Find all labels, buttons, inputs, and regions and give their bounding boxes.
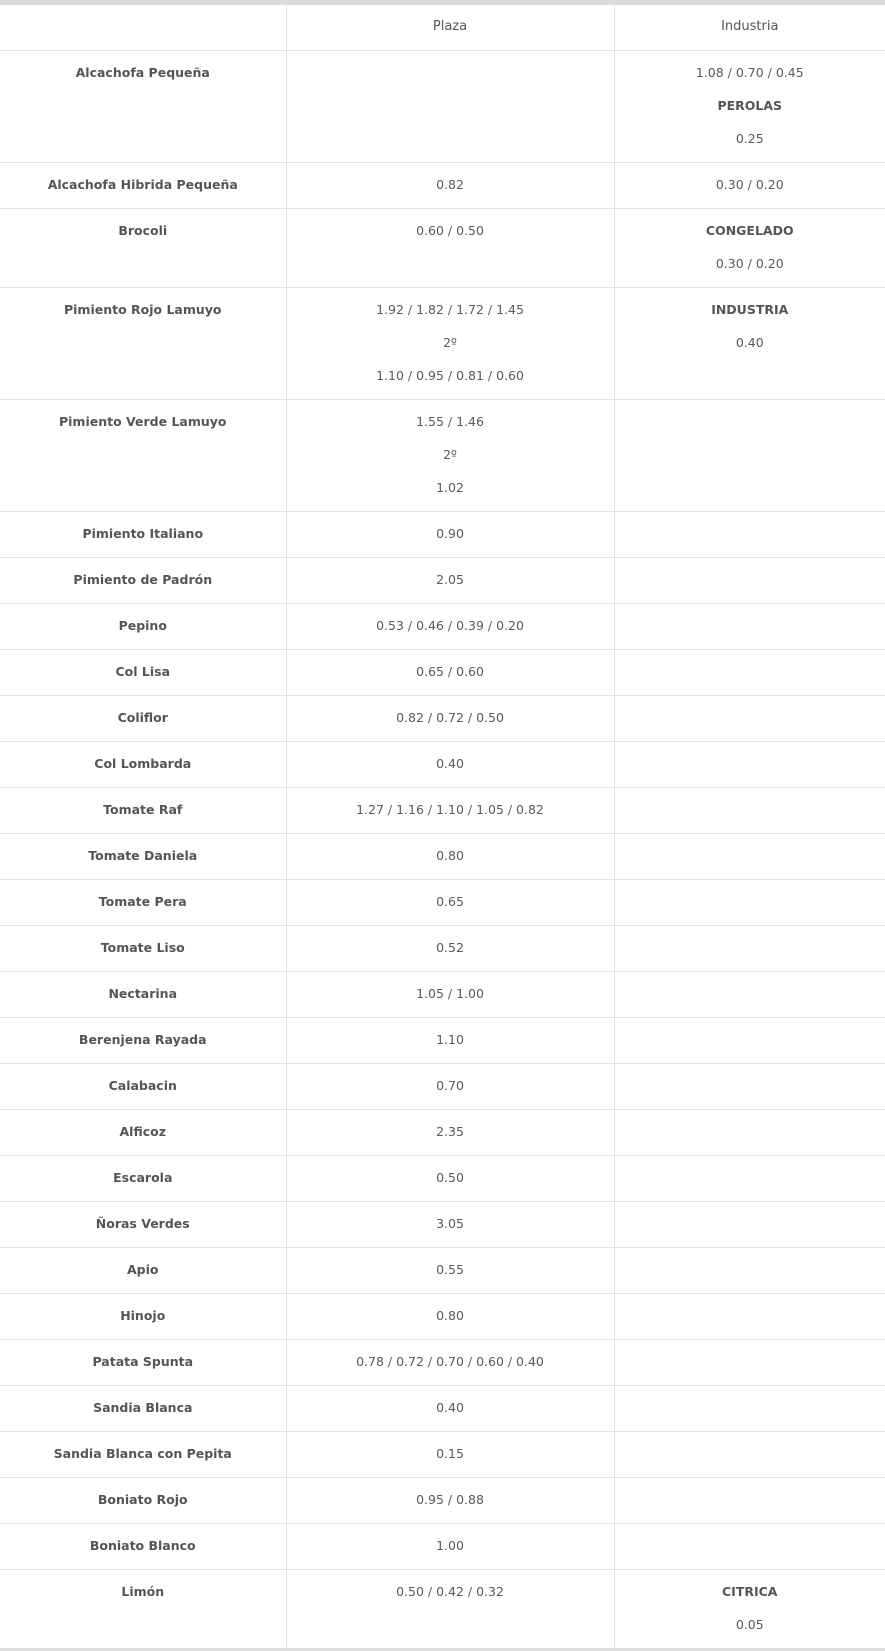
table-row: [0, 51, 885, 163]
product-name: Tomate Pera: [0, 880, 286, 926]
industria-cell: [614, 972, 885, 1018]
plaza-cell: [286, 1570, 614, 1649]
industria-category-label: CONGELADO: [705, 223, 794, 238]
table-row: [0, 1248, 885, 1294]
plaza-price-value: 2.35: [436, 1124, 464, 1139]
plaza-cell: [286, 834, 614, 880]
plaza-price-value: 1.02: [436, 480, 464, 495]
industria-cell: [614, 926, 885, 972]
plaza-price-value: 0.82 / 0.72 / 0.50: [396, 710, 504, 725]
industria-price-value: 1.08 / 0.70 / 0.45: [695, 65, 804, 80]
table-row: [0, 834, 885, 880]
industria-cell: [614, 1478, 885, 1524]
plaza-price-value: 0.70: [436, 1078, 464, 1093]
industria-price-value: 0.25: [735, 131, 764, 146]
table-row: [0, 1478, 885, 1524]
plaza-price-value: 0.80: [436, 848, 464, 863]
plaza-price-value: 1.10 / 0.95 / 0.81 / 0.60: [376, 368, 524, 383]
industria-category-label: PEROLAS: [717, 98, 783, 113]
plaza-price-value: 1.10: [436, 1032, 464, 1047]
header-row: [0, 5, 885, 51]
plaza-cell: [286, 558, 614, 604]
plaza-price-value: 0.65 / 0.60: [416, 664, 484, 679]
product-name: Sandia Blanca: [0, 1386, 286, 1432]
plaza-price-value: 1.92 / 1.82 / 1.72 / 1.45: [376, 302, 524, 317]
header-industria: Industria: [614, 5, 885, 51]
plaza-cell: [286, 1524, 614, 1570]
plaza-price-value: 0.55: [436, 1262, 464, 1277]
table-row: [0, 1110, 885, 1156]
industria-cell: [614, 288, 885, 400]
plaza-cell: [286, 880, 614, 926]
industria-price-value: 0.40: [735, 335, 764, 350]
industria-cell: [614, 696, 885, 742]
plaza-cell: [286, 209, 614, 288]
industria-cell: [614, 1110, 885, 1156]
product-name: Pimiento Rojo Lamuyo: [0, 288, 286, 400]
industria-price-value: 0.30 / 0.20: [715, 177, 784, 192]
plaza-price-value: 0.15: [436, 1446, 464, 1461]
product-name: Apio: [0, 1248, 286, 1294]
industria-cell: [614, 163, 885, 209]
product-name: Tomate Daniela: [0, 834, 286, 880]
plaza-price-value: 2º: [443, 447, 457, 462]
product-name: Boniato Rojo: [0, 1478, 286, 1524]
plaza-cell: [286, 972, 614, 1018]
product-name: Pimiento Italiano: [0, 512, 286, 558]
plaza-cell: [286, 1156, 614, 1202]
plaza-price-value: 0.60 / 0.50: [416, 223, 484, 238]
plaza-cell: [286, 288, 614, 400]
industria-cell: [614, 1018, 885, 1064]
industria-cell: [614, 1248, 885, 1294]
industria-cell: [614, 512, 885, 558]
plaza-cell: [286, 696, 614, 742]
table-row: [0, 1340, 885, 1386]
industria-cell: [614, 1202, 885, 1248]
industria-cell: [614, 1294, 885, 1340]
plaza-price-value: 0.80: [436, 1308, 464, 1323]
plaza-cell: [286, 1202, 614, 1248]
industria-cell: [614, 400, 885, 512]
product-name: Boniato Blanco: [0, 1524, 286, 1570]
industria-cell: [614, 1156, 885, 1202]
table-header: [0, 5, 885, 51]
plaza-price-value: 1.05 / 1.00: [416, 986, 484, 1001]
plaza-price-value: 1.00: [436, 1538, 464, 1553]
price-table: [0, 5, 885, 1649]
plaza-price-value: 2º: [443, 335, 457, 350]
plaza-price-value: 0.95 / 0.88: [416, 1492, 484, 1507]
table-row: [0, 1386, 885, 1432]
plaza-cell: [286, 1432, 614, 1478]
table-row: [0, 1432, 885, 1478]
header-product: [0, 5, 286, 51]
table-body: [0, 51, 885, 1649]
plaza-cell: [286, 512, 614, 558]
table-row: [0, 400, 885, 512]
plaza-price-value: 0.40: [436, 1400, 464, 1415]
plaza-cell: [286, 1478, 614, 1524]
plaza-cell: [286, 1386, 614, 1432]
plaza-cell: [286, 604, 614, 650]
product-name: Tomate Raf: [0, 788, 286, 834]
plaza-cell: [286, 163, 614, 209]
industria-cell: [614, 558, 885, 604]
product-name: Berenjena Rayada: [0, 1018, 286, 1064]
plaza-price-value: 0.78 / 0.72 / 0.70 / 0.60 / 0.40: [356, 1354, 544, 1369]
table-row: [0, 972, 885, 1018]
product-name: Hinojo: [0, 1294, 286, 1340]
table-row: [0, 1064, 885, 1110]
product-name: Pimiento Verde Lamuyo: [0, 400, 286, 512]
plaza-price-value: 0.82: [436, 177, 464, 192]
industria-price-value: 0.30 / 0.20: [715, 256, 784, 271]
product-name: Alficoz: [0, 1110, 286, 1156]
table-row: [0, 696, 885, 742]
product-name: Col Lisa: [0, 650, 286, 696]
industria-cell: [614, 1524, 885, 1570]
table-row: [0, 880, 885, 926]
product-name: Calabacin: [0, 1064, 286, 1110]
product-name: Patata Spunta: [0, 1340, 286, 1386]
table-row: [0, 926, 885, 972]
table-row: [0, 788, 885, 834]
table-row: [0, 742, 885, 788]
industria-cell: [614, 1064, 885, 1110]
plaza-price-value: 0.65: [436, 894, 464, 909]
plaza-price-value: 0.50 / 0.42 / 0.32: [396, 1584, 504, 1599]
plaza-cell: [286, 1294, 614, 1340]
industria-cell: [614, 1340, 885, 1386]
product-name: Alcachofa Hibrida Pequeña: [0, 163, 286, 209]
product-name: Tomate Liso: [0, 926, 286, 972]
plaza-cell: [286, 788, 614, 834]
plaza-price-value: 0.50: [436, 1170, 464, 1185]
industria-cell: [614, 604, 885, 650]
industria-cell: [614, 788, 885, 834]
table-row: [0, 558, 885, 604]
table-row: [0, 1524, 885, 1570]
table-row: [0, 1202, 885, 1248]
industria-cell: [614, 1432, 885, 1478]
industria-cell: [614, 742, 885, 788]
plaza-cell: [286, 1340, 614, 1386]
table-row: [0, 1018, 885, 1064]
industria-cell: [614, 834, 885, 880]
industria-cell: [614, 1570, 885, 1649]
industria-cell: [614, 1386, 885, 1432]
table-row: [0, 163, 885, 209]
plaza-price-value: 0.53 / 0.46 / 0.39 / 0.20: [376, 618, 524, 633]
plaza-price-value: 0.52: [436, 940, 464, 955]
product-name: Escarola: [0, 1156, 286, 1202]
table-row: [0, 650, 885, 696]
product-name: Brocoli: [0, 209, 286, 288]
product-name: Nectarina: [0, 972, 286, 1018]
industria-cell: [614, 51, 885, 163]
plaza-cell: [286, 1018, 614, 1064]
product-name: Ñoras Verdes: [0, 1202, 286, 1248]
plaza-cell: [286, 742, 614, 788]
plaza-price-value: 2.05: [436, 572, 464, 587]
plaza-price-value: 1.27 / 1.16 / 1.10 / 1.05 / 0.82: [356, 802, 544, 817]
plaza-price-value: 0.90: [436, 526, 464, 541]
table-row: [0, 1294, 885, 1340]
product-name: Sandia Blanca con Pepita: [0, 1432, 286, 1478]
product-name: Alcachofa Pequeña: [0, 51, 286, 163]
plaza-cell: [286, 1248, 614, 1294]
industria-price-value: 0.05: [735, 1617, 764, 1632]
plaza-cell: [286, 400, 614, 512]
table-row: [0, 209, 885, 288]
table-row: [0, 512, 885, 558]
table-row: [0, 1156, 885, 1202]
product-name: Limón: [0, 1570, 286, 1649]
plaza-price-value: 1.55 / 1.46: [416, 414, 484, 429]
product-name: Pimiento de Padrón: [0, 558, 286, 604]
plaza-price-value: 0.40: [436, 756, 464, 771]
table-row: [0, 604, 885, 650]
header-plaza: Plaza: [286, 5, 614, 51]
plaza-cell: [286, 650, 614, 696]
product-name: Coliflor: [0, 696, 286, 742]
table-row: [0, 1570, 885, 1649]
plaza-cell: [286, 926, 614, 972]
industria-category-label: INDUSTRIA: [711, 302, 789, 317]
industria-cell: [614, 209, 885, 288]
product-name: Col Lombarda: [0, 742, 286, 788]
table-row: [0, 288, 885, 400]
product-name: Pepino: [0, 604, 286, 650]
industria-cell: [614, 880, 885, 926]
plaza-cell: [286, 1064, 614, 1110]
plaza-cell: [286, 1110, 614, 1156]
plaza-price-value: 3.05: [436, 1216, 464, 1231]
industria-cell: [614, 650, 885, 696]
industria-category-label: CITRICA: [722, 1584, 778, 1599]
plaza-cell: [286, 51, 614, 163]
